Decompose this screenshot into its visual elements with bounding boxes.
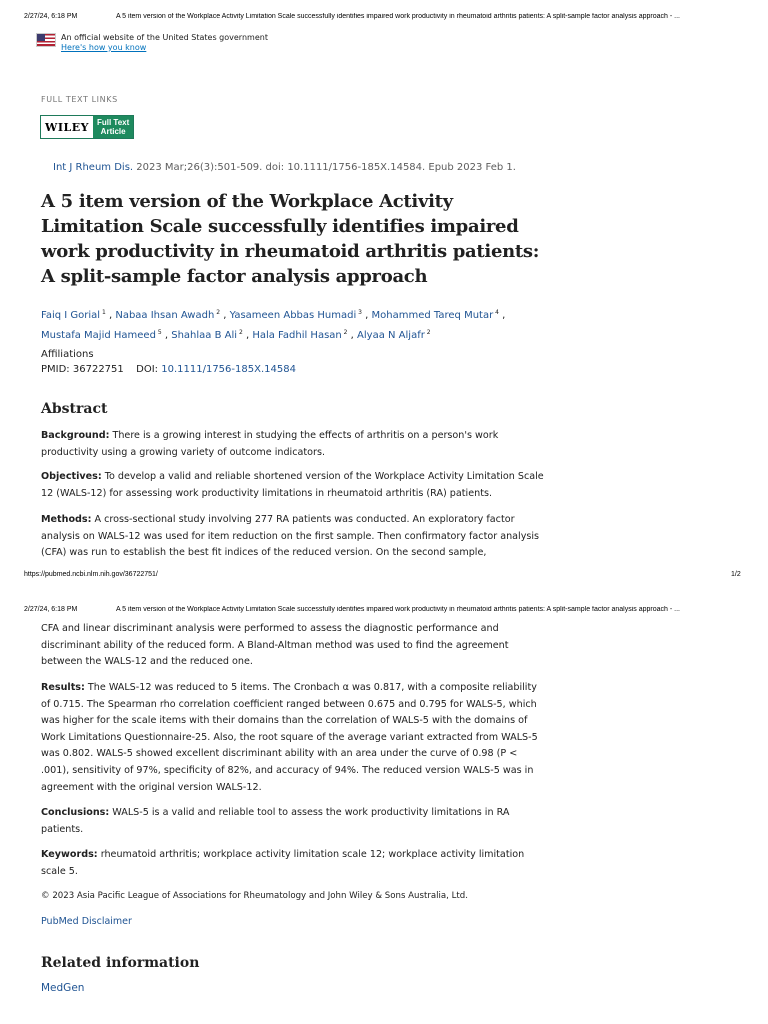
author-separator: , xyxy=(220,310,230,321)
keywords-label: Keywords: xyxy=(41,849,98,860)
author-separator: , xyxy=(362,310,372,321)
pmid-value: 36722751 xyxy=(72,364,124,375)
abstract-conclusions xyxy=(41,805,546,838)
author-list xyxy=(41,304,521,344)
author-separator: , xyxy=(498,310,506,321)
author-link[interactable]: Nabaa Ihsan Awadh xyxy=(115,310,215,321)
results-text: The WALS-12 was reduced to 5 items. The Cronbach α was 0.817, with a composite reliability of 0.715. The Spearman rho correlation coefficient ranged between 0.675 and 0.795 for WALS-5, which was higher for the scale items with their domains than the correlation of WALS-5 with the domains of Work Limitations Questionnaire-25. Also, the root square of the average variant extracted from WALS-5 was 0.802. WALS-5 showed excellent discriminant ability with an area under the curve of 0.98 (P < .001), sensitivity of 97%, specificity of 82%, and accuracy of 94%. The reduced version WALS-5 was in agreement with the original version WALS-12. xyxy=(41,682,538,793)
background-label: Background: xyxy=(41,430,110,441)
print-header xyxy=(24,13,736,20)
author-link[interactable]: Faiq I Gorial xyxy=(41,310,101,321)
author-link[interactable]: Hala Fadhil Hasan xyxy=(252,330,342,341)
print-title-page2: A 5 item version of the Workplace Activity Limitation Scale successfully identifies impaired work productivity in rheumatoid arthritis patients: A split-sample factor analysis approach - ... xyxy=(115,606,680,613)
copyright-notice: © 2023 Asia Pacific League of Associations for Rheumatology and John Wiley & Sons Australia, Ltd. xyxy=(41,891,468,901)
author-link[interactable]: Shahlaa B Ali xyxy=(171,330,238,341)
full-text-links-label: FULL TEXT LINKS xyxy=(41,95,118,104)
author-affiliation-number[interactable]: 4 xyxy=(493,309,499,316)
author-affiliation-number[interactable]: 1 xyxy=(100,309,106,316)
objectives-label: Objectives: xyxy=(41,471,102,482)
medgen-link[interactable]: MedGen xyxy=(41,982,85,994)
wiley-logo: WILEY xyxy=(41,116,93,138)
background-text: There is a growing interest in studying the effects of arthritis on a person's work productivity using a growing variety of outcome indicators. xyxy=(41,430,499,458)
related-information-heading: Related information xyxy=(41,955,200,971)
objectives-text: To develop a valid and reliable shortened version of the Workplace Activity Limitation Scale 12 (WALS-12) for assessing work productivity limitations in rheumatoid arthritis (RA) patients. xyxy=(41,471,544,499)
print-datetime-page2: 2/27/24, 6:18 PM xyxy=(24,606,78,613)
affiliations-toggle[interactable]: Affiliations xyxy=(41,349,94,360)
citation xyxy=(53,162,516,173)
heres-how-you-know-link[interactable]: Here's how you know xyxy=(61,43,147,52)
author-affiliation-number[interactable]: 2 xyxy=(214,309,221,316)
author-link[interactable]: Alyaa N Aljafr xyxy=(357,330,425,341)
keywords-text: rheumatoid arthritis; workplace activity limitation scale 12; workplace activity limitation scale 5. xyxy=(41,849,525,877)
author-link[interactable]: Mohammed Tareq Mutar xyxy=(371,310,494,321)
author-link[interactable]: Yasameen Abbas Humadi xyxy=(229,310,357,321)
abstract-objectives xyxy=(41,469,546,502)
methods-label: Methods: xyxy=(41,514,92,525)
abstract-keywords xyxy=(41,847,546,880)
methods-text-part1: A cross-sectional study involving 277 RA patients was conducted. An exploratory factor analysis on WALS-12 was used for item reduction on the first sample. Then confirmatory factor analysis (CFA) was run to establish the best fit indices of the reduced version. On the second sample, xyxy=(41,514,540,559)
author-separator: , xyxy=(347,330,358,341)
print-footer-url: https://pubmed.ncbi.nlm.nih.gov/36722751/ xyxy=(24,571,158,578)
citation-details: 2023 Mar;26(3):501-509. doi: 10.1111/1756-185X.14584. Epub 2023 Feb 1. xyxy=(136,162,516,173)
full-text-article-badge: Full Text Article xyxy=(93,116,133,138)
abstract-methods xyxy=(41,512,546,562)
doi-label: DOI: xyxy=(136,364,159,375)
gov-banner-text: An official website of the United States government xyxy=(61,33,268,42)
gov-banner xyxy=(61,33,268,53)
pmid-label: PMID: xyxy=(41,364,70,375)
author-separator: , xyxy=(105,310,116,321)
pubmed-disclaimer-link[interactable]: PubMed Disclaimer xyxy=(41,916,132,927)
author-affiliation-number[interactable]: 2 xyxy=(237,329,243,336)
author-affiliation-number[interactable]: 2 xyxy=(424,329,431,336)
journal-link[interactable]: Int J Rheum Dis. xyxy=(53,162,134,173)
print-header-page2 xyxy=(24,606,736,613)
abstract-results xyxy=(41,680,546,796)
wiley-full-text-button[interactable] xyxy=(40,115,134,139)
print-datetime: 2/27/24, 6:18 PM xyxy=(24,13,78,20)
methods-text-part2: CFA and linear discriminant analysis were performed to assess the diagnostic performance and discriminant ability of the reduced form. A Bland-Altman method was used to find the agreement between the WALS-12 and the reduced one. xyxy=(41,623,509,668)
author-affiliation-number[interactable]: 2 xyxy=(341,329,348,336)
author-separator: , xyxy=(161,330,172,341)
conclusions-text: WALS-5 is a valid and reliable tool to assess the work productivity limitations in RA patients. xyxy=(41,807,510,835)
article-title: A 5 item version of the Workplace Activity Limitation Scale successfully identifies impaired work productivity in rheumatoid arthritis patients: A split-sample factor analysis approach xyxy=(41,191,540,287)
abstract-background xyxy=(41,428,546,461)
abstract-heading: Abstract xyxy=(41,401,108,417)
us-flag-icon xyxy=(36,33,56,47)
author-link[interactable]: Mustafa Majid Hameed xyxy=(41,330,156,341)
article-meta xyxy=(41,347,296,377)
print-title: A 5 item version of the Workplace Activity Limitation Scale successfully identifies impaired work productivity in rheumatoid arthritis patients: A split-sample factor analysis approach - ... xyxy=(115,13,680,20)
print-footer-page: 1/2 xyxy=(731,571,741,578)
author-separator: , xyxy=(242,330,253,341)
author-affiliation-number[interactable]: 3 xyxy=(356,309,362,316)
results-label: Results: xyxy=(41,682,85,693)
author-affiliation-number[interactable]: 5 xyxy=(155,329,162,336)
conclusions-label: Conclusions: xyxy=(41,807,110,818)
doi-link[interactable]: 10.1111/1756-185X.14584 xyxy=(161,364,296,375)
